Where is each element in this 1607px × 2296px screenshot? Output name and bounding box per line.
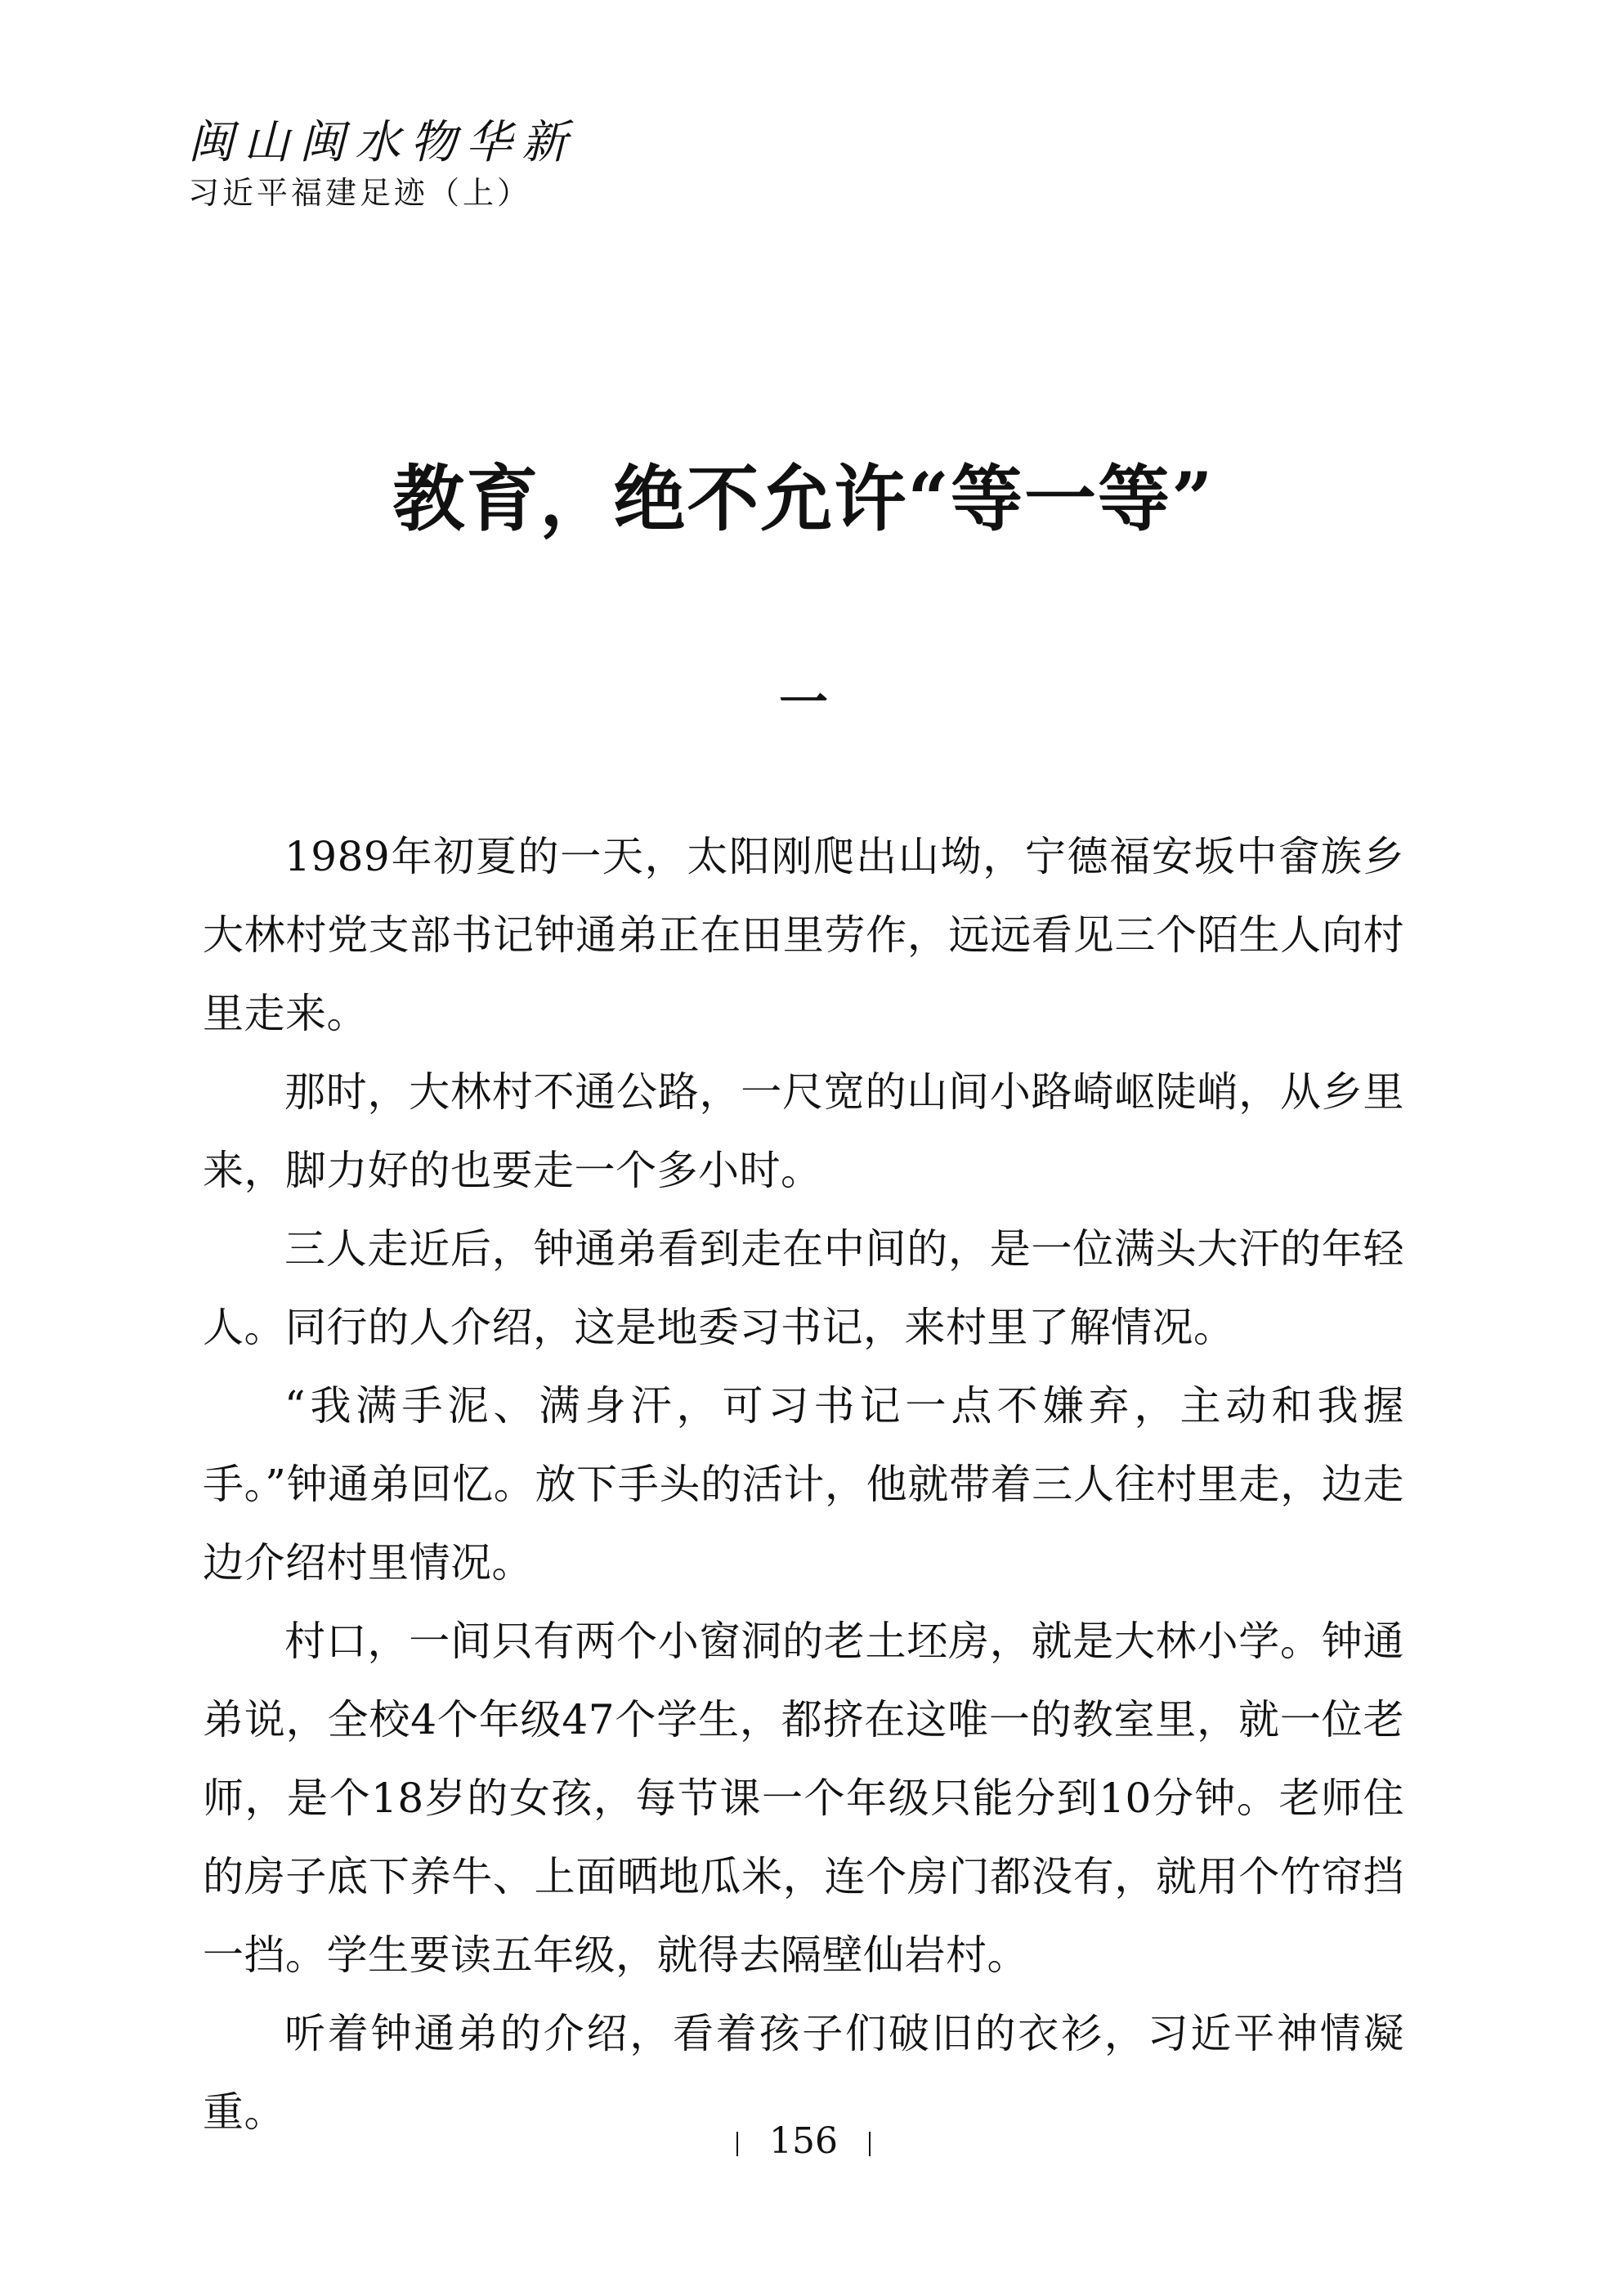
paragraph: 1989年初夏的一天，太阳刚爬出山坳，宁德福安坂中畲族乡大林村党支部书记钟通弟正在田里劳作，远远看见三个陌生人向村里走来。: [203, 833, 1404, 1037]
article-title: 教育，绝不允许“等一等”: [392, 456, 1215, 541]
paragraph: 那时，大林村不通公路，一尺宽的山间小路崎岖陡峭，从乡里来，脚力好的也要走一个多小时。: [203, 1068, 1404, 1194]
book-series-title: 闽山闽水物华新: [188, 116, 577, 169]
section-number: 一: [779, 674, 828, 732]
footer-right-rule: [869, 2132, 871, 2156]
page-number: 156: [769, 2120, 838, 2162]
running-header: [188, 114, 760, 214]
paragraph: 听着钟通弟的介绍，看着孩子们破旧的衣衫，习近平神情凝重。: [203, 2010, 1404, 2136]
footer-left-rule: [736, 2132, 738, 2156]
paragraph: 村口，一间只有两个小窗洞的老土坯房，就是大林小学。钟通弟说，全校4个年级47个学生，都挤在这唯一的教室里，就一位老师，是个18岁的女孩，每节课一个年级只能分到10分钟。老师住的房子底下养牛、上面晒地瓜米，连个房门都没有，就用个竹帘挡一挡。学生要读五年级，就得去隔壁仙岩村。: [203, 1618, 1404, 1979]
article-body: [203, 817, 1404, 2151]
paragraph: 三人走近后，钟通弟看到走在中间的，是一位满头大汗的年轻人。同行的人介绍，这是地委习书记，来村里了解情况。: [203, 1225, 1404, 1351]
book-subtitle: 习近平福建足迹（上）: [188, 175, 532, 211]
page-footer: [0, 2117, 1607, 2166]
paragraph: “我满手泥、满身汗，可习书记一点不嫌弃，主动和我握手。”钟通弟回忆。放下手头的活计，他就带着三人往村里走，边走边介绍村里情况。: [203, 1382, 1404, 1587]
